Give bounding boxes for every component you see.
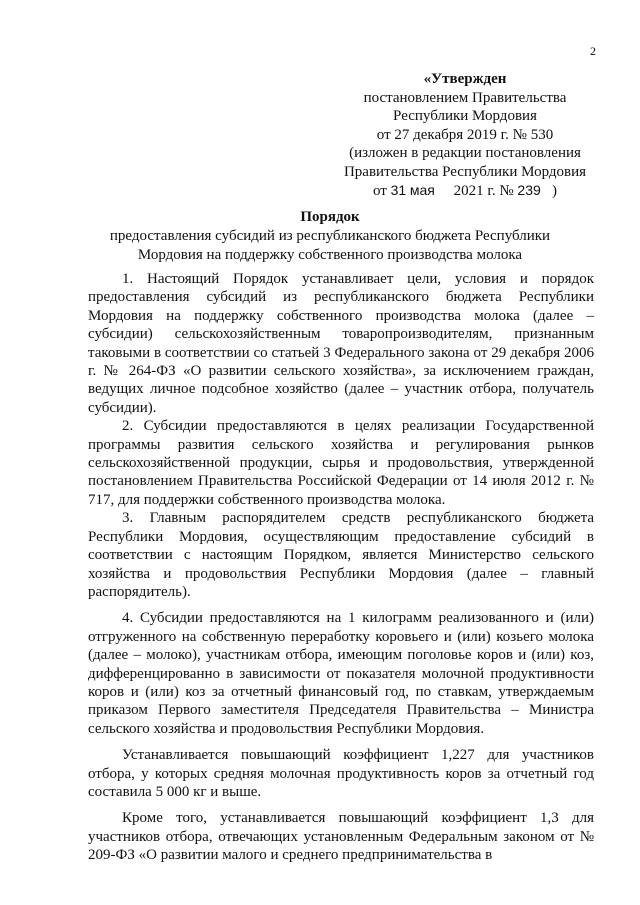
date-year: 2021 г. № bbox=[453, 183, 514, 199]
subtitle-line: предоставления субсидий из республиканского бюджета Республики bbox=[109, 228, 551, 244]
document-subtitle bbox=[60, 227, 600, 264]
date-month: мая bbox=[409, 182, 435, 198]
paragraph-6: Кроме того, устанавливается повышающий коэффициент 1,3 для участников отбора, отвечающих установленным Федеральным законом от № 209-ФЗ «О развитии малого и среднего предпринимательства в bbox=[88, 810, 594, 864]
amendment-date-line bbox=[330, 181, 600, 201]
approval-block bbox=[330, 70, 600, 201]
paragraph-5: Устанавливается повышающий коэффициент 1,227 для участников отбора, у которых средняя молочная продуктивность коров за отчетный год составила 5 000 кг и выше. bbox=[88, 747, 594, 800]
approval-line: постановлением Правительства bbox=[363, 89, 567, 106]
paragraph-4: 4. Субсидии предоставляются на 1 килограмм реализованного и (или) отгруженного на собственную переработку коровьего и (или) козьего молока (далее – молоко), участникам отбора, имеющим поголовье коров и (или) коз, дифференцированно в зависимости от показателя молочной продуктивности коров и (или) коз за отчетный финансовый год, по ставкам, утверждаемым приказом Первого заместителя Председателя Правительства – Министра сельского хозяйства и продовольствия Республики Мордовия. bbox=[88, 610, 594, 737]
approval-line: Республики Мордовия bbox=[393, 108, 537, 124]
paragraph-2: 2. Субсидии предоставляются в целях реализации Государственной программы развития сельского хозяйства и регулирования рынков сельскохозяйственной продукции, сырья и продовольствия, утвержденной постановлением Правительства Российской Федерации от 14 июля 2012 г. № 717, для поддержки собственного производства молока. bbox=[88, 418, 594, 508]
paragraph-1: 1. Настоящий Порядок устанавливает цели, условия и порядок предоставления субсидий из республиканского бюджета Республики Мордовия на поддержку собственного производства молока (далее – субсидии) сельскохозяйственным товаропроизводителям, признанным таковыми в соответствии со статьей 3 Федерального закона от 29 декабря 2006 г. № 264-ФЗ «О развитии сельского хозяйства», за исключением граждан, ведущих личное подсобное хозяйство (далее – участник отбора, получатель субсидии). bbox=[88, 271, 594, 416]
page-number: 2 bbox=[590, 44, 596, 58]
document-body bbox=[88, 270, 594, 865]
document-title: Порядок bbox=[300, 209, 360, 225]
subtitle-line: Мордовия на поддержку собственного производства молока bbox=[137, 246, 523, 263]
date-prefix: от bbox=[372, 183, 387, 199]
document-number: 239 bbox=[517, 182, 541, 198]
date-day: 31 bbox=[390, 182, 407, 198]
date-suffix: ) bbox=[552, 183, 558, 199]
approval-line: Правительства Республики Мордовия bbox=[343, 163, 587, 180]
approval-heading: «Утвержден bbox=[423, 71, 507, 87]
paragraph-3: 3. Главным распорядителем средств республиканского бюджета Республики Мордовия, осуществляющим предоставление субсидий в соответствии с настоящим Порядком, является Министерство сельского хозяйства и продовольствия Республики Мордовия (далее – главный распорядитель). bbox=[88, 510, 594, 600]
approval-line: (изложен в редакции постановления bbox=[349, 145, 581, 161]
approval-line: от 27 декабря 2019 г. № 530 bbox=[376, 126, 554, 143]
